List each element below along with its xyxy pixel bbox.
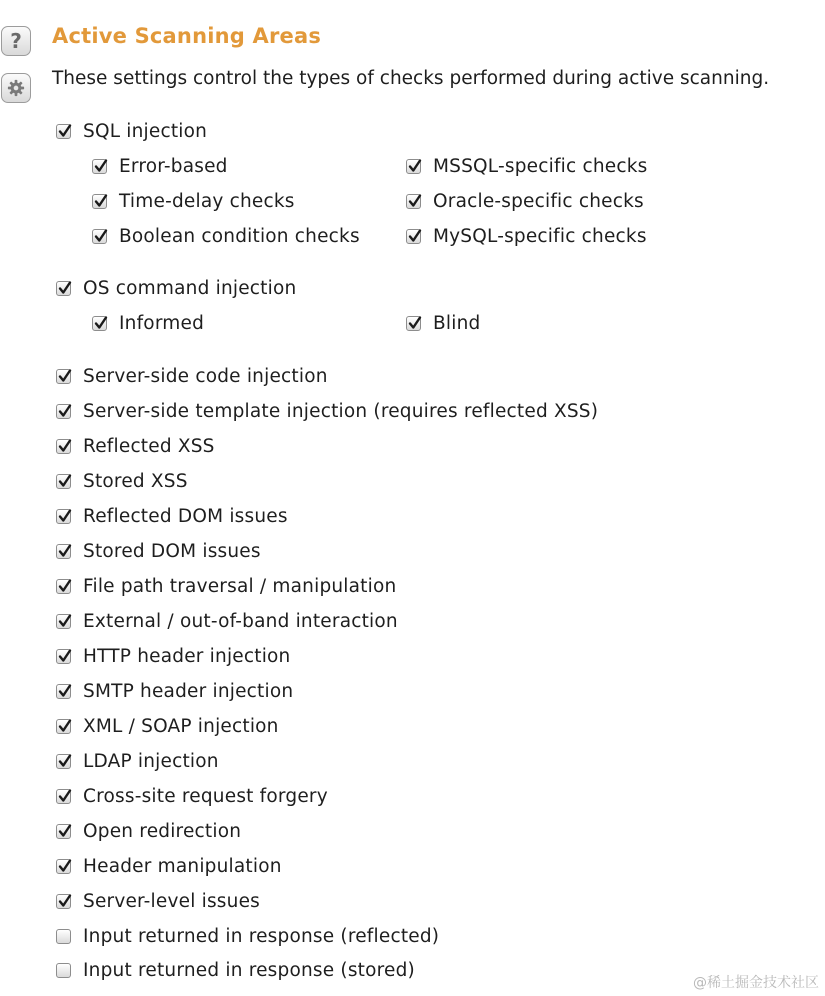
- checkbox-label: MySQL-specific checks: [433, 225, 647, 247]
- checkbox-box[interactable]: [56, 824, 71, 839]
- checkbox-box[interactable]: [56, 544, 71, 559]
- checkbox-box[interactable]: [56, 369, 71, 384]
- checkbox-label: Boolean condition checks: [119, 225, 360, 247]
- checkbox-box[interactable]: [56, 929, 71, 944]
- checkbox-label: Server-level issues: [83, 890, 260, 912]
- checkbox-xml-soap[interactable]: [56, 712, 279, 740]
- checkmark-icon: [58, 648, 72, 664]
- checkbox-label: Informed: [119, 312, 205, 334]
- checkmark-icon: [58, 438, 72, 454]
- checkbox-label: Time-delay checks: [119, 190, 295, 212]
- checkmark-icon: [94, 315, 108, 331]
- checkbox-sql-boolean[interactable]: [92, 222, 360, 250]
- checkbox-external-interaction[interactable]: [56, 607, 398, 635]
- checkbox-label: Header manipulation: [83, 855, 282, 877]
- checkmark-icon: [58, 858, 72, 874]
- checkmark-icon: [408, 228, 422, 244]
- checkbox-sql-mssql[interactable]: [406, 152, 647, 180]
- checkbox-label: Input returned in response (stored): [83, 959, 415, 981]
- checkbox-open-redirect[interactable]: [56, 817, 241, 845]
- checkmark-icon: [408, 193, 422, 209]
- checkbox-label: File path traversal / manipulation: [83, 575, 397, 597]
- checkbox-stored-xss[interactable]: [56, 467, 188, 495]
- checkbox-box[interactable]: [56, 614, 71, 629]
- checkbox-label: Server-side code injection: [83, 365, 328, 387]
- checkbox-box[interactable]: [56, 281, 71, 296]
- checkmark-icon: [58, 788, 72, 804]
- checkbox-sql-oracle[interactable]: [406, 187, 644, 215]
- checkbox-box[interactable]: [56, 509, 71, 524]
- checkmark-icon: [58, 683, 72, 699]
- checkbox-label: External / out-of-band interaction: [83, 610, 398, 632]
- checkbox-label: XML / SOAP injection: [83, 715, 279, 737]
- checkbox-label: Stored DOM issues: [83, 540, 261, 562]
- section-description: These settings control the types of checks performed during active scanning.: [52, 68, 770, 89]
- checkmark-icon: [94, 228, 108, 244]
- checkbox-box[interactable]: [406, 159, 421, 174]
- checkbox-http-header[interactable]: [56, 642, 290, 670]
- checkmark-icon: [58, 578, 72, 594]
- checkbox-label: Cross-site request forgery: [83, 785, 328, 807]
- checkmark-icon: [408, 158, 422, 174]
- question-mark-icon: ?: [10, 29, 22, 53]
- checkbox-csrf[interactable]: [56, 782, 328, 810]
- checkmark-icon: [58, 403, 72, 419]
- checkbox-reflected-xss[interactable]: [56, 432, 215, 460]
- checkbox-header-manipulation[interactable]: [56, 852, 282, 880]
- checkbox-box[interactable]: [56, 894, 71, 909]
- checkbox-box[interactable]: [406, 194, 421, 209]
- checkbox-os-informed[interactable]: [92, 309, 204, 337]
- checkmark-icon: [58, 823, 72, 839]
- checkbox-label: Error-based: [119, 155, 228, 177]
- gear-icon: [7, 79, 25, 97]
- checkbox-box[interactable]: [92, 159, 107, 174]
- checkbox-sql-error-based[interactable]: [92, 152, 228, 180]
- checkbox-server-side-template[interactable]: [56, 397, 598, 425]
- checkbox-box[interactable]: [56, 579, 71, 594]
- checkbox-label: Stored XSS: [83, 470, 188, 492]
- checkmark-icon: [58, 508, 72, 524]
- checkbox-stored-dom[interactable]: [56, 537, 261, 565]
- checkbox-box[interactable]: [56, 859, 71, 874]
- checkmark-icon: [94, 193, 108, 209]
- checkbox-box[interactable]: [56, 124, 71, 139]
- checkbox-label: Blind: [433, 312, 481, 334]
- watermark: @稀土掘金技术社区: [693, 975, 819, 991]
- checkbox-box[interactable]: [56, 963, 71, 978]
- checkbox-ldap[interactable]: [56, 747, 219, 775]
- checkbox-box[interactable]: [56, 754, 71, 769]
- checkbox-label: SMTP header injection: [83, 680, 294, 702]
- checkbox-reflected-dom[interactable]: [56, 502, 288, 530]
- checkmark-icon: [58, 543, 72, 559]
- section-title: Active Scanning Areas: [52, 24, 322, 48]
- checkbox-box[interactable]: [56, 404, 71, 419]
- checkbox-box[interactable]: [56, 789, 71, 804]
- checkbox-smtp-header[interactable]: [56, 677, 293, 705]
- checkbox-label: Reflected DOM issues: [83, 505, 288, 527]
- checkbox-label: Open redirection: [83, 820, 242, 842]
- checkbox-box[interactable]: [406, 229, 421, 244]
- checkbox-label: LDAP injection: [83, 750, 219, 772]
- checkbox-server-side-code[interactable]: [56, 362, 328, 390]
- checkbox-box[interactable]: [56, 439, 71, 454]
- checkbox-box[interactable]: [92, 316, 107, 331]
- checkmark-icon: [58, 473, 72, 489]
- checkbox-box[interactable]: [92, 229, 107, 244]
- checkbox-label: Oracle-specific checks: [433, 190, 644, 212]
- checkbox-server-level[interactable]: [56, 887, 260, 915]
- settings-button[interactable]: [1, 73, 31, 103]
- checkbox-label: Server-side template injection (requires reflected XSS): [83, 400, 599, 422]
- checkbox-label: OS command injection: [83, 277, 297, 299]
- checkmark-icon: [58, 368, 72, 384]
- checkmark-icon: [58, 893, 72, 909]
- checkbox-label: Input returned in response (reflected): [83, 925, 440, 947]
- checkmark-icon: [408, 315, 422, 331]
- checkbox-box[interactable]: [56, 684, 71, 699]
- checkbox-label: SQL injection: [83, 120, 208, 142]
- checkbox-box[interactable]: [92, 194, 107, 209]
- checkmark-icon: [94, 158, 108, 174]
- help-button[interactable]: [1, 26, 31, 56]
- checkbox-label: Reflected XSS: [83, 435, 215, 457]
- checkbox-os-blind[interactable]: [406, 309, 480, 337]
- checkbox-input-reflected[interactable]: [56, 922, 439, 950]
- checkmark-icon: [58, 613, 72, 629]
- checkbox-box[interactable]: [406, 316, 421, 331]
- checkbox-label: HTTP header injection: [83, 645, 291, 667]
- checkbox-os-command[interactable]: [56, 274, 296, 302]
- checkmark-icon: [58, 123, 72, 139]
- checkbox-box[interactable]: [56, 474, 71, 489]
- checkmark-icon: [58, 718, 72, 734]
- checkmark-icon: [58, 753, 72, 769]
- checkmark-icon: [58, 280, 72, 296]
- checkbox-input-stored[interactable]: [56, 956, 415, 984]
- checkbox-file-path[interactable]: [56, 572, 396, 600]
- checkbox-label: MSSQL-specific checks: [433, 155, 648, 177]
- checkbox-box[interactable]: [56, 649, 71, 664]
- checkbox-box[interactable]: [56, 719, 71, 734]
- checkbox-sql-mysql[interactable]: [406, 222, 647, 250]
- checkbox-sql-time-delay[interactable]: [92, 187, 295, 215]
- checkbox-sql-injection[interactable]: [56, 117, 207, 145]
